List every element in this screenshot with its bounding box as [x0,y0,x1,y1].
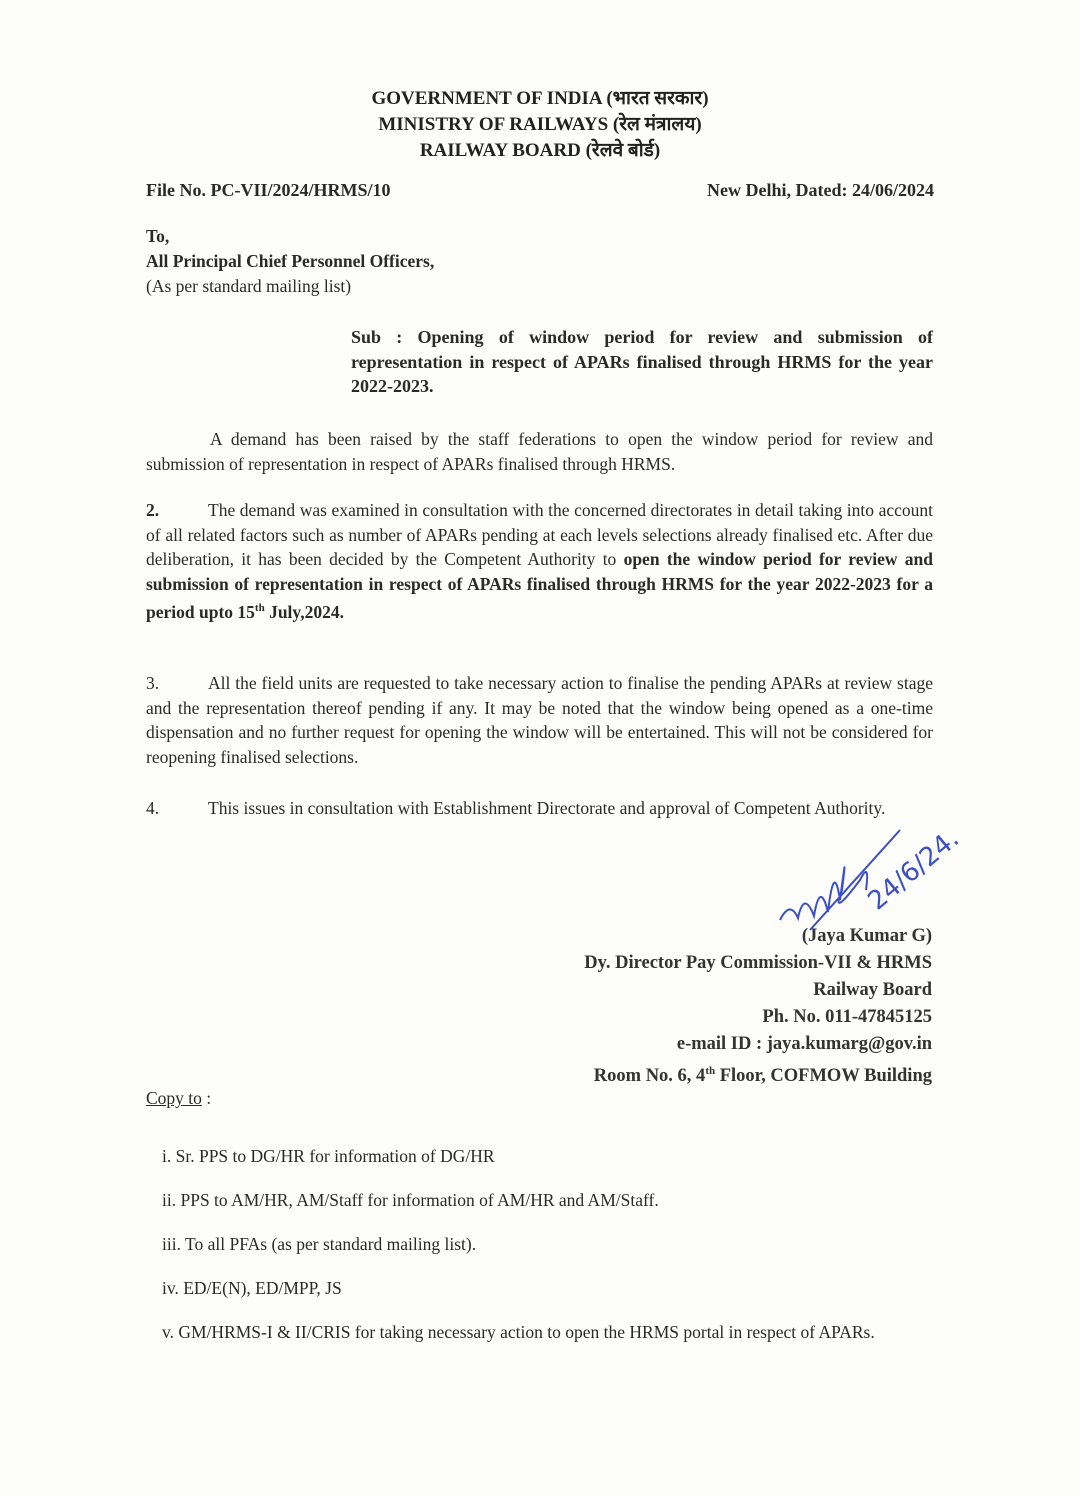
copy-list-item [162,1320,892,1344]
item-number: v. [162,1322,174,1342]
item-number: iii. [162,1234,181,1254]
item-text: GM/HRMS-I & II/CRIS for taking necessary action to open the HRMS portal in respect of APARs. [178,1322,875,1342]
paragraph-number: 3. [146,673,160,693]
signatory-organization: Railway Board [813,980,932,1000]
copy-list-item [162,1188,659,1212]
item-number: ii. [162,1190,177,1210]
item-text: PPS to AM/HR, AM/Staff for information of AM/HR and AM/Staff. [180,1190,659,1210]
item-text: Sr. PPS to DG/HR for information of DG/HR [175,1146,495,1166]
signatory-designation: Dy. Director Pay Commission-VII & HRMS [584,953,932,973]
paragraph-4 [146,796,933,821]
paragraph-bold-text: open the window period for review and submission of representation in respect of APARs finalised through HRMS for the year 2022-2023 for a period upto 15 [146,549,933,622]
copy-list-item [162,1232,476,1256]
item-number: iv. [162,1278,179,1298]
room-text: Room No. 6, 4 [593,1066,706,1087]
addressee-note: (As per standard mailing list) [146,276,352,296]
handwritten-signature [770,820,965,940]
copy-to-heading [146,1088,211,1109]
superscript: th [254,602,265,614]
paragraph-3 [146,671,933,769]
signatory-name: (Jaya Kumar G) [801,926,932,946]
copy-list-item [162,1144,495,1168]
paragraph-bold-end: July,2024. [264,601,344,622]
header-line-ministry: MINISTRY OF RAILWAYS (रेल मंत्रालय) [378,114,702,135]
copy-list-item [162,1276,342,1300]
item-text: To all PFAs (as per standard mailing list). [185,1234,477,1254]
signatory-email: e-mail ID : jaya.kumarg@gov.in [676,1034,932,1054]
item-text: ED/E(N), ED/MPP, JS [183,1278,342,1298]
paragraph-text: The demand was examined in consultation with the concerned directorates in detail taking into account of all related factors such as number of APARs pending at each levels selections already finalised etc. After due deliberation, it has been decided by the Competent Authority to [146,500,933,569]
header-line-board: RAILWAY BOARD (रेलवे बोर्ड) [419,140,661,161]
copy-to-label: Copy to [146,1088,202,1108]
file-number: File No. PC-VII/2024/HRMS/10 [146,180,391,200]
room-text-end: Floor, COFMOW Building [715,1066,932,1087]
date: New Delhi, Dated: 24/06/2024 [707,180,934,200]
paragraph-number: 2. [146,500,160,520]
item-number: i. [162,1146,172,1166]
signatory-phone: Ph. No. 011-47845125 [762,1007,932,1027]
signature-date: 24/6/24. [862,823,965,917]
colon: : [201,1088,212,1108]
header-line-government: GOVERNMENT OF INDIA (भारत सरकार) [371,88,709,109]
subject: Sub : Opening of window period for review and submission of representation in respect of APARs finalised through HRMS for the year 2022-2023. [351,327,933,396]
addressee: All Principal Chief Personnel Officers, [146,251,435,271]
paragraph-1: A demand has been raised by the staff federations to open the window period for review and submission of representation in respect of APARs finalised through HRMS. [146,429,933,474]
paragraph-2 [146,498,933,624]
paragraph-text: All the field units are requested to take necessary action to finalise the pending APARs at review stage and the representation thereof pending if any. It may be noted that the window being opened as a one-time dispensation and no further request for opening the window will be entertained. This will not be considered for reopening finalised selections. [146,673,933,767]
to-label: To, [146,226,170,246]
signatory-room [594,1058,932,1090]
superscript: th [705,1065,716,1077]
paragraph-number: 4. [146,798,160,818]
paragraph-text: This issues in consultation with Establishment Directorate and approval of Competent Authority. [208,798,886,818]
